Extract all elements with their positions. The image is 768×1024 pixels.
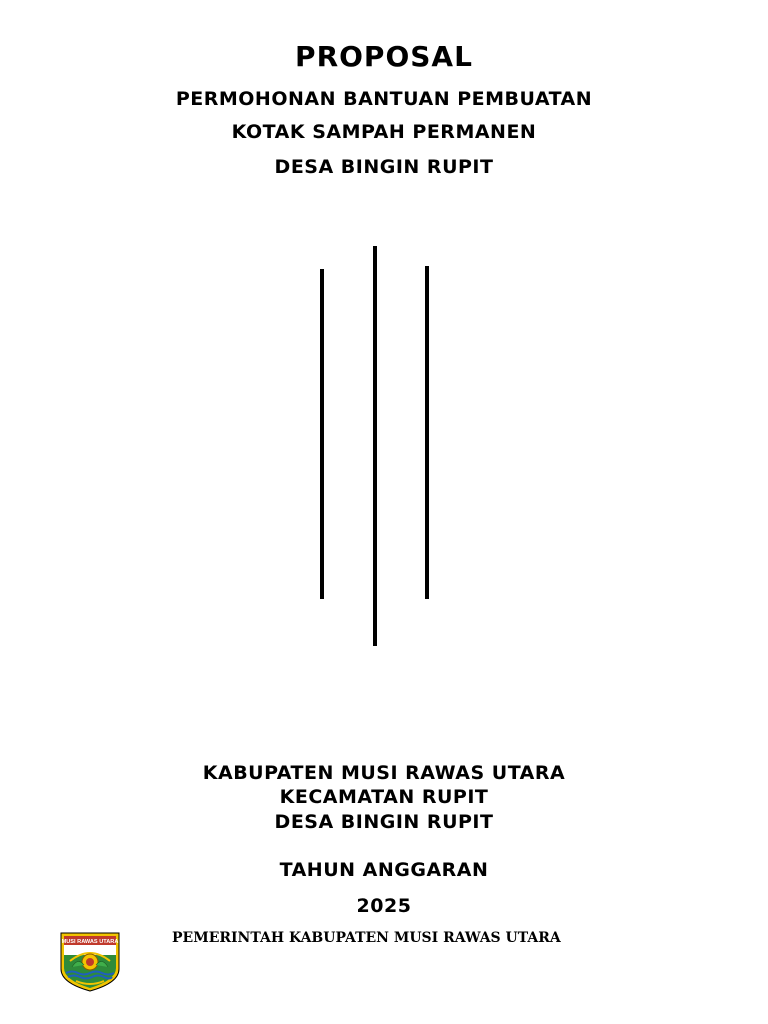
budget-year-value: 2025 [356, 895, 412, 917]
document-title: PROPOSAL [295, 40, 473, 73]
decorative-vertical-line-center [373, 246, 377, 646]
subtitle-line-3: DESA BINGIN RUPIT [274, 156, 494, 178]
region-line-village: DESA BINGIN RUPIT [274, 811, 494, 833]
footer-government-text: PEMERINTAH KABUPATEN MUSI RAWAS UTARA [172, 930, 561, 946]
decorative-vertical-line-right [425, 266, 429, 599]
budget-year-label: TAHUN ANGGARAN [279, 859, 489, 881]
regency-emblem-logo [58, 931, 122, 993]
region-line-regency: KABUPATEN MUSI RAWAS UTARA [202, 762, 566, 784]
emblem-banner-text: MUSI RAWAS UTARA [61, 939, 119, 945]
region-line-district: KECAMATAN RUPIT [279, 786, 489, 808]
decorative-vertical-line-left [320, 269, 324, 599]
subtitle-line-2: KOTAK SAMPAH PERMANEN [231, 121, 537, 143]
subtitle-line-1: PERMOHONAN BANTUAN PEMBUATAN [175, 88, 593, 110]
